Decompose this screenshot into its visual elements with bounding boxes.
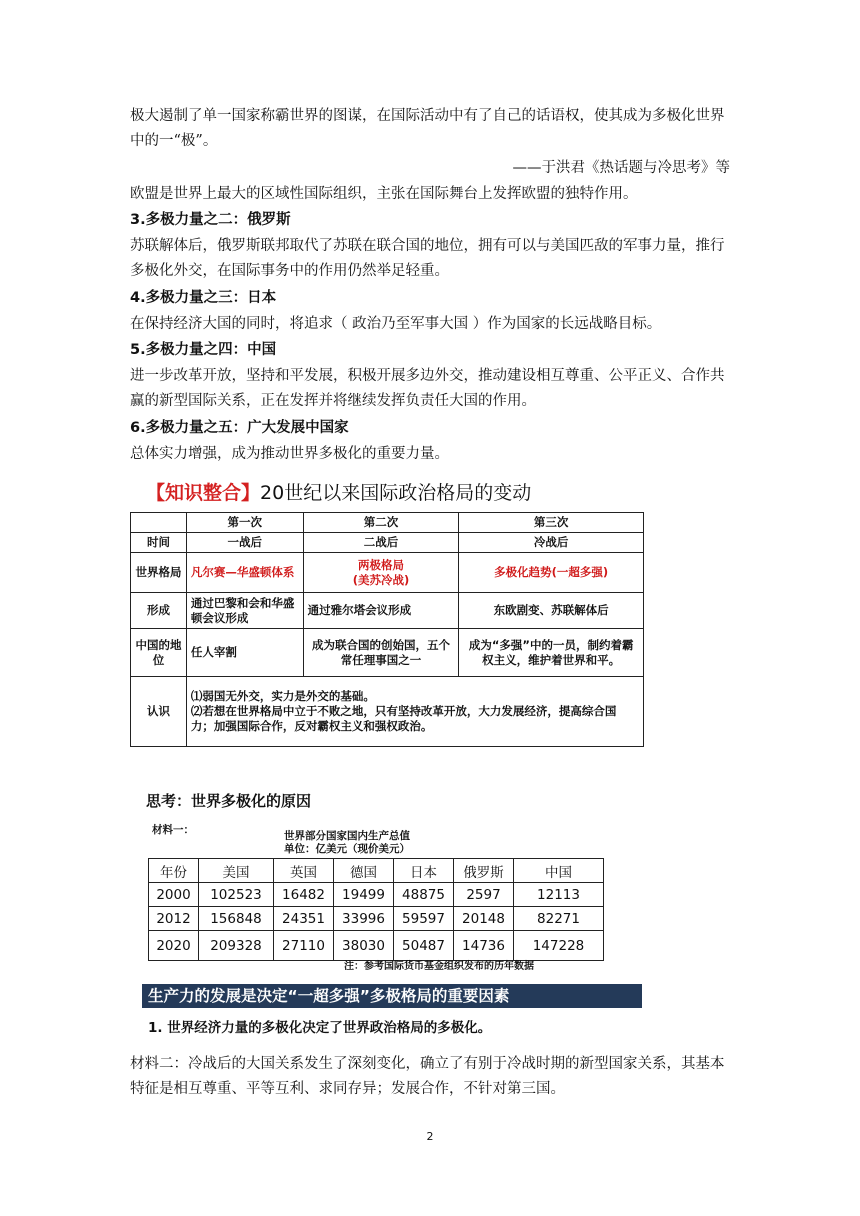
header-cell: 第三次 <box>459 513 644 533</box>
table-row <box>149 859 604 883</box>
table-cell: 156848 <box>199 907 274 931</box>
header-cell: 年份 <box>149 859 199 883</box>
header-cell: 第二次 <box>303 513 459 533</box>
table-cell: 147228 <box>514 931 604 961</box>
table-cell: 50487 <box>394 931 454 961</box>
table-cell: 成为“多强”中的一员，制约着霸权主义，维护着世界和平。 <box>459 629 644 677</box>
cell-line: 两极格局 <box>358 557 404 572</box>
row-label: 时间 <box>131 533 187 553</box>
table-row <box>131 553 644 593</box>
table-cell: 任人宰割 <box>186 629 303 677</box>
table-note: 注：参考国际货币基金组织发布的历年数据 <box>344 961 534 972</box>
table-caption <box>284 830 410 856</box>
quote-source: ——于洪君《热话题与冷思考》等 <box>512 160 730 176</box>
caption-line: 世界部分国家国内生产总值 <box>284 830 410 842</box>
table-cell <box>131 513 187 533</box>
table-cell: 2012 <box>149 907 199 931</box>
knowledge-title-text: 20世纪以来国际政治格局的变动 <box>260 482 532 504</box>
paragraph-russia: 苏联解体后，俄罗斯联邦取代了苏联在联合国的地位，拥有可以与美国匹敌的军事力量，推行多极化外交，在国际事务中的作用仍然举足轻重。 <box>130 238 725 279</box>
header-cell: 第一次 <box>186 513 303 533</box>
insight-line: ⑵若想在世界格局中立于不败之地，只有坚持改革开放，大力发展经济，提高综合国力；加强国际合作，反对霸权主义和强权政治。 <box>190 704 617 733</box>
table-cell: 一战后 <box>186 533 303 553</box>
table-row <box>131 593 644 629</box>
table-cell: 冷战后 <box>459 533 644 553</box>
header-cell: 俄罗斯 <box>454 859 514 883</box>
table-cell: 2597 <box>454 883 514 907</box>
table-cell: 凡尔赛—华盛顿体系 <box>186 553 303 593</box>
table-cell: 多极化趋势(一超多强) <box>459 553 644 593</box>
row-label: 世界格局 <box>131 553 187 593</box>
page-number: 2 <box>426 1130 434 1143</box>
think-title: 思考：世界多极化的原因 <box>146 792 312 810</box>
table-cell: 2020 <box>149 931 199 961</box>
gdp-table <box>148 858 604 961</box>
table-cell: 成为联合国的创始国，五个常任理事国之一 <box>303 629 459 677</box>
table-cell: 102523 <box>199 883 274 907</box>
row-label: 认识 <box>131 677 187 747</box>
table-cell: 33996 <box>334 907 394 931</box>
table-row <box>131 677 644 747</box>
banner-heading: 生产力的发展是决定“一超多强”多极格局的重要因素 <box>142 984 642 1008</box>
table-cell: 通过巴黎和会和华盛顿会议形成 <box>186 593 303 629</box>
paragraph-developing: 总体实力增强，成为推动世界多极化的重要力量。 <box>130 446 449 462</box>
table-cell: 二战后 <box>303 533 459 553</box>
table-cell: 20148 <box>454 907 514 931</box>
table-cell <box>303 553 459 593</box>
table-cell: 27110 <box>274 931 334 961</box>
table-cell: 东欧剧变、苏联解体后 <box>459 593 644 629</box>
heading-russia: 3.多极力量之二：俄罗斯 <box>130 212 291 228</box>
header-cell: 德国 <box>334 859 394 883</box>
header-cell: 日本 <box>394 859 454 883</box>
header-cell: 美国 <box>199 859 274 883</box>
material-one-label: 材料一： <box>152 824 194 836</box>
cell-line: (美苏冷战) <box>352 572 410 587</box>
knowledge-bracket: 【知识整合】 <box>146 482 261 504</box>
heading-japan: 4.多极力量之三：日本 <box>130 290 277 306</box>
row-label: 中国的地位 <box>131 629 187 677</box>
caption-line: 单位：亿美元（现价美元） <box>284 843 410 855</box>
table-row <box>149 931 604 961</box>
table-cell: 16482 <box>274 883 334 907</box>
table-cell: 12113 <box>514 883 604 907</box>
paragraph-eu: 欧盟是世界上最大的区域性国际组织，主张在国际舞台上发挥欧盟的独特作用。 <box>130 186 638 202</box>
row-label: 形成 <box>131 593 187 629</box>
point-one: 1. 世界经济力量的多极化决定了世界政治格局的多极化。 <box>148 1020 492 1036</box>
table-cell: 59597 <box>394 907 454 931</box>
table-cell: 19499 <box>334 883 394 907</box>
knowledge-title <box>146 478 531 505</box>
table-cell: 48875 <box>394 883 454 907</box>
paragraph-eu-pole: 极大遏制了单一国家称霸世界的图谋，在国际活动中有了自己的话语权，使其成为多极化世界中的一“极”。 <box>130 108 725 149</box>
paragraph-japan: 在保持经济大国的同时，将追求（ 政治乃至军事大国 ）作为国家的长远战略目标。 <box>130 316 662 332</box>
header-cell: 英国 <box>274 859 334 883</box>
insight-line: ⑴弱国无外交，实力是外交的基础。 <box>190 689 375 703</box>
paragraph-china: 进一步改革开放，坚持和平发展，积极开展多边外交，推动建设相互尊重、公平正义、合作共赢的新型国际关系，正在发挥并将继续发挥负责任大国的作用。 <box>130 368 725 409</box>
knowledge-table <box>130 512 644 747</box>
table-row <box>131 513 644 533</box>
table-cell: 38030 <box>334 931 394 961</box>
table-cell <box>186 677 643 747</box>
table-cell: 14736 <box>454 931 514 961</box>
table-row <box>131 629 644 677</box>
table-cell: 2000 <box>149 883 199 907</box>
table-row <box>149 883 604 907</box>
table-cell: 24351 <box>274 907 334 931</box>
heading-developing: 6.多极力量之五：广大发展中国家 <box>130 420 349 436</box>
table-row <box>131 533 644 553</box>
table-row <box>149 907 604 931</box>
material-two: 材料二：冷战后的大国关系发生了深刻变化，确立了有别于冷战时期的新型国家关系，其基本特征是相互尊重、平等互利、求同存异；发展合作，不针对第三国。 <box>130 1056 725 1097</box>
table-cell: 82271 <box>514 907 604 931</box>
table-cell: 209328 <box>199 931 274 961</box>
header-cell: 中国 <box>514 859 604 883</box>
table-cell: 通过雅尔塔会议形成 <box>303 593 459 629</box>
heading-china: 5.多极力量之四：中国 <box>130 342 277 358</box>
